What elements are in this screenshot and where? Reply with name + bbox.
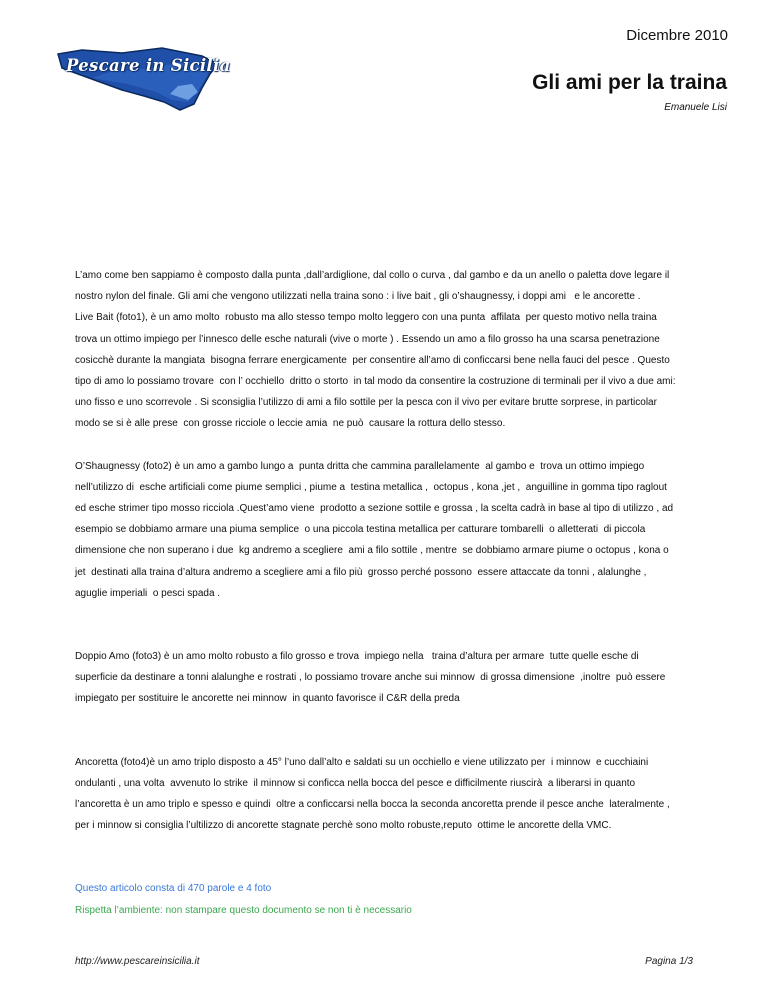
footer-url[interactable]: http://www.pescareinsicilia.it [75, 956, 200, 967]
paragraph-ancoretta [75, 752, 705, 837]
text-line: L’amo come ben sappiamo è composto dalla punta ,dall’ardiglione, dal collo o curva , dal gambo e da un anello o paletta dove legare il [75, 270, 670, 281]
logo-text: Pescare in Sicilia [66, 56, 231, 75]
text-line: Ancoretta (foto4)è un amo triplo disposto a 45° l’uno dall’alto e saldati su un occhiello e viene utilizzato per i minnow e cucchiaini [75, 756, 649, 768]
article-body [75, 265, 705, 921]
text-line: cosicchè durante la mangiata bisogna ferrare energicamente per consentire all’amo di conficcarsi bene nella fauci del pesce . Questo [75, 354, 670, 366]
text-line: impiegato per sostituire le ancorette nei minnow in quanto favorisce il C&R della preda [75, 693, 460, 705]
text-line: dimensione che non superano i due kg andremo a scegliere ami a filo sottile , mentre se dobbiamo armare piume o octopus , kona o [75, 545, 669, 557]
text-line: ed esche strimer tipo mosso ricciola .Quest’amo viene prodotto a sezione sottile e grossa , la scelta cadrà in base al tipo di utilizzo , ad [75, 503, 674, 515]
text-line: nell’utilizzo di esche artificiali come piume semplici , piume a testina metallica , octopus , kona ,jet , anguilline in gomma tipo raglout [75, 481, 667, 493]
paragraph-doppio-amo [75, 646, 705, 710]
text-line: aguglie imperiali o pesci spada . [75, 587, 221, 599]
text-line: uno fisso e uno scorrevole . Si sconsiglia l’utilizzo di ami a filo sottile per la pesca con il vivo per evitare brutte sorprese, in particolar [75, 397, 657, 409]
page-number: Pagina 1/3 [645, 956, 693, 967]
text-line: jet destinati alla traina d’altura andremo a scegliere ami a filo più grosso perché possono essere attaccate da tonni , alalunghe , [75, 566, 647, 578]
text-line: tipo di amo lo possiamo trovare con l’ occhiello dritto o storto in tal modo da consentire la costruzione di terminali per il vivo a due ami: [75, 376, 676, 388]
text-line: esempio se dobbiamo armare una piuma semplice o una piccola testina metallica per catturare tombarelli o alletterati di piccola [75, 524, 646, 536]
word-count-note: Questo articolo consta di 470 parole e 4 foto [75, 883, 272, 895]
text-line: l’ancoretta è un amo triplo e spesso e quindi oltre a conficcarsi nella bocca la seconda ancoretta prende il pesce anche lateralmente , [75, 799, 670, 811]
document-date: Dicembre 2010 [626, 27, 728, 44]
paragraph-oshaugnessy [75, 456, 705, 604]
paragraph-live-bait [75, 265, 705, 435]
text-line: modo se si è alle prese con grosse ricciole o leccie amia ne può causare la rottura dello stesso. [75, 418, 506, 430]
text-line: Live Bait (foto1), è un amo molto robusto ma allo stesso tempo molto leggero con una punta affilata per questo motivo nella traina [75, 312, 657, 324]
text-line: Doppio Amo (foto3) è un amo molto robusto a filo grosso e trova impiego nella traina d’altura per armare tutte quelle esche di [75, 651, 639, 663]
text-line: superficie da destinare a tonni alalunghe e rostrati , lo possiamo trovare anche sui minnow di grossa dimensione ,inoltre può essere [75, 672, 666, 684]
text-line: O’Shaugnessy (foto2) è un amo a gambo lungo a punta dritta che cammina parallelamente al gambo e trova un ottimo impiego [75, 460, 645, 472]
text-line: trova un ottimo impiego per l’innesco delle esche naturali (vive o morte ) . Essendo un amo a filo grosso ha una scarsa penetrazione [75, 333, 660, 345]
article-title: Gli ami per la traina [532, 71, 727, 94]
environment-note: Rispetta l’ambiente: non stampare questo documento se non ti è necessario [75, 904, 412, 916]
text-line: nostro nylon del finale. Gli ami che vengono utilizzati nella traina sono : i live bait , gli o’shaugnessy, i doppi ami e le ancorette . [75, 291, 641, 303]
text-line: ondulanti , una volta avvenuto lo strike il minnow si conficca nella bocca del pesce e difficilmente riuscirà a liberarsi in quanto [75, 777, 636, 789]
site-logo [52, 44, 231, 116]
article-author: Emanuele Lisi [664, 102, 727, 113]
sicily-map-icon [52, 44, 222, 116]
text-line: per i minnow si consiglia l’ultilizzo di ancorette stagnate perchè sono molto robuste,reputo ottime le ancorette della VMC. [75, 820, 612, 832]
